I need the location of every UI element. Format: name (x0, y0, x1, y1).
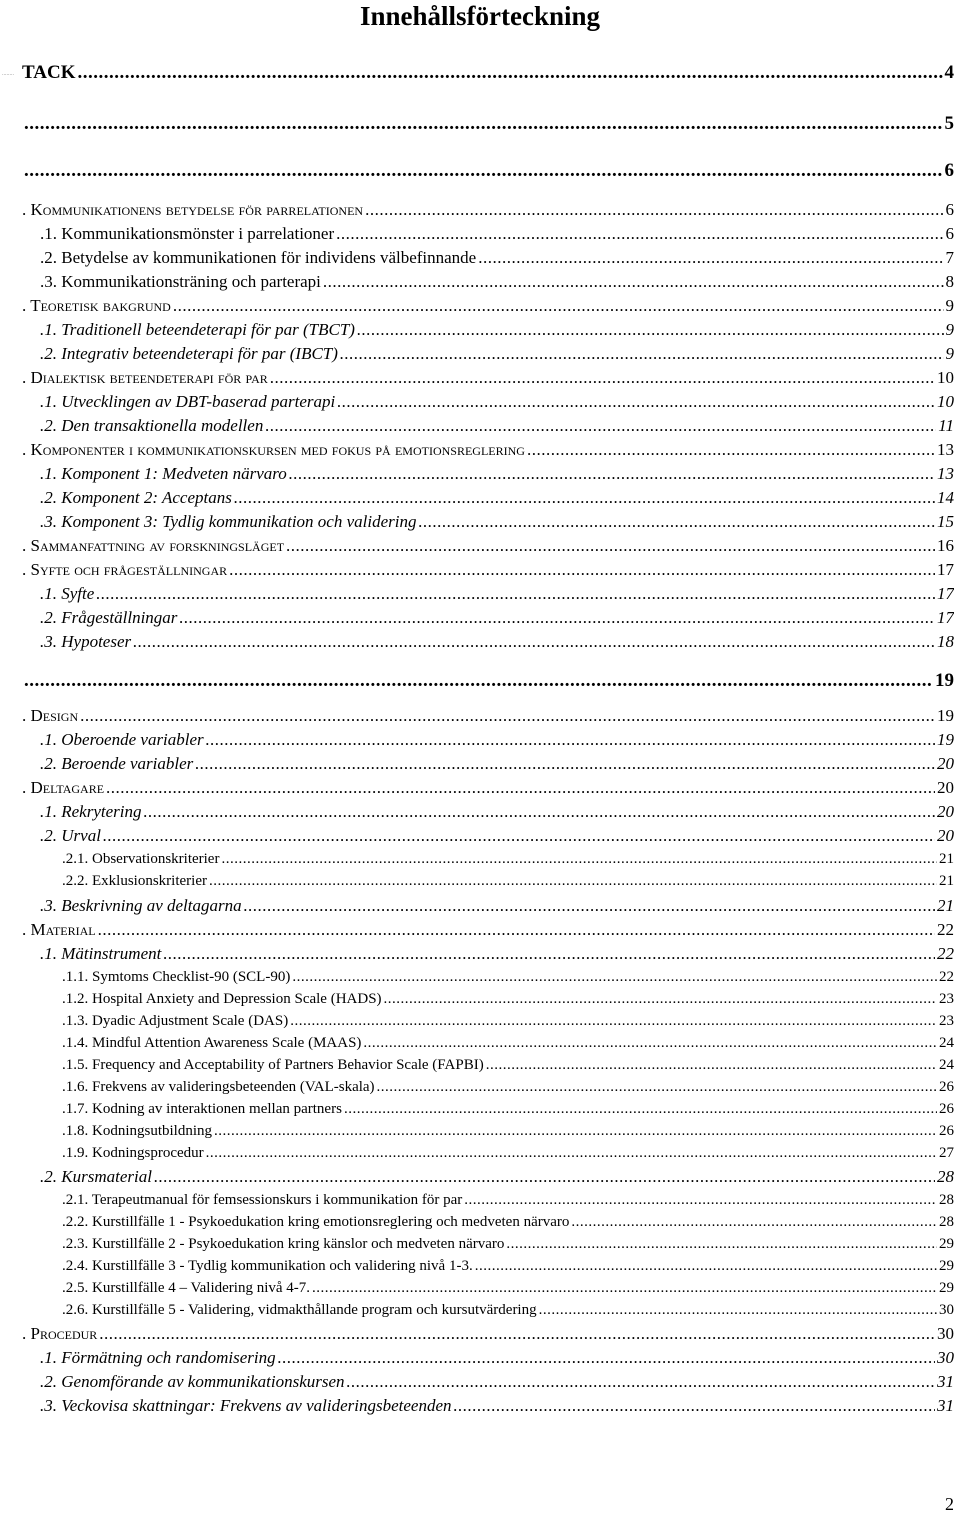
toc-entry-title: . Material (22, 920, 96, 939)
toc-entry[interactable] (62, 873, 954, 890)
toc-dot-leader (454, 1396, 936, 1416)
toc-dot-leader (344, 1101, 937, 1118)
toc-entry-title: .1. Rekrytering (40, 802, 142, 821)
toc-entry-title: .1. Utvecklingen av DBT-baserad parterapi (40, 392, 336, 411)
toc-entry-page: 20 (937, 802, 954, 821)
toc-entry-page: 19 (937, 730, 954, 749)
toc-entry-page: 8 (945, 272, 954, 291)
toc-entry-title: .2. Kursmaterial (40, 1167, 152, 1186)
toc-entry[interactable] (40, 802, 954, 822)
toc-entry-page: 20 (937, 778, 954, 797)
toc-entry-title: . Dialektisk beteendeterapi för par (22, 368, 268, 387)
toc-dot-leader (24, 670, 933, 692)
toc-entry-title: . Teoretisk bakgrund (22, 296, 171, 315)
toc-entry-page: 31 (937, 1396, 954, 1415)
toc-entry-title: .2. Frågeställningar (40, 608, 178, 627)
toc-entry-title: .1. Traditionell beteendeterapi för par (TBCT) (40, 320, 355, 339)
toc-entry[interactable] (62, 1236, 954, 1253)
toc-entry[interactable] (40, 584, 954, 604)
toc-entry-page: 30 (937, 1348, 954, 1367)
toc-entry-page: 26 (939, 1079, 954, 1095)
toc-entry-title: .2.3. Kurstillfälle 2 - Psykoedukation kring känslor och medveten närvaro (62, 1236, 505, 1252)
toc-dot-leader (290, 1013, 937, 1030)
toc-entry[interactable] (22, 536, 954, 556)
toc-entry-title: .1.2. Hospital Anxiety and Depression Scale (HADS) (62, 991, 382, 1007)
toc-entry-page: 30 (939, 1302, 954, 1318)
toc-entry[interactable] (62, 1302, 954, 1319)
toc-entry-page: 6 (945, 224, 954, 243)
toc-dot-leader (179, 608, 935, 628)
toc-entry-title: .1. Syfte (40, 584, 95, 603)
toc-entry[interactable] (40, 248, 954, 268)
toc-entry-page: 22 (937, 920, 954, 939)
toc-dot-leader (270, 368, 935, 388)
toc-entry[interactable] (22, 296, 954, 316)
toc-entry-title: .1.3. Dyadic Adjustment Scale (DAS) (62, 1013, 289, 1029)
toc-dot-leader (244, 896, 935, 916)
toc-dot-leader (486, 1057, 937, 1074)
toc-entry-page: 13 (937, 440, 954, 459)
toc-entry-title: .1. Förmätning och randomisering (40, 1348, 276, 1367)
toc-entry[interactable] (62, 1145, 954, 1162)
toc-entry-page: 17 (937, 560, 954, 579)
toc-entry-title: .3. Beskrivning av deltagarna (40, 896, 242, 915)
toc-entry-title: .2. Urval (40, 826, 101, 845)
toc-entry-page: 22 (939, 969, 954, 985)
toc-dot-leader (475, 1258, 937, 1275)
page-number: 2 (945, 1494, 954, 1514)
toc-entry-page: 10 (937, 368, 954, 387)
toc-entry-page: 14 (937, 488, 954, 507)
toc-dot-leader (77, 62, 942, 84)
toc-dot-leader (98, 920, 935, 940)
toc-entry-title: .1.5. Frequency and Acceptability of Partners Behavior Scale (FAPBI) (62, 1057, 484, 1073)
toc-entry[interactable] (40, 944, 954, 964)
toc-entry[interactable] (22, 440, 954, 460)
toc-entry-page: 27 (939, 1145, 954, 1161)
faint-mark: ........ (2, 71, 14, 77)
toc-entry-page: 13 (937, 464, 954, 483)
toc-entry-page: 6 (944, 160, 954, 181)
toc-entry-title: .1. Oberoende variabler (40, 730, 204, 749)
toc-entry[interactable] (40, 344, 954, 364)
toc-entry[interactable] (22, 1324, 954, 1344)
toc-entry-page: 28 (939, 1192, 954, 1208)
toc-entry[interactable] (22, 670, 954, 692)
toc-entry-title: .2.4. Kurstillfälle 3 - Tydlig kommunikation och validering nivå 1-3. (62, 1258, 473, 1274)
toc-entry[interactable] (22, 113, 954, 135)
toc-entry-page: 15 (937, 512, 954, 531)
toc-entry[interactable] (22, 920, 954, 940)
toc-dot-leader (106, 778, 935, 798)
toc-dot-leader (229, 560, 935, 580)
toc-dot-leader (163, 944, 935, 964)
toc-entry[interactable] (40, 896, 954, 916)
toc-entry[interactable] (22, 200, 954, 220)
toc-entry-title: .1.6. Frekvens av valideringsbeteenden (VAL-skala) (62, 1079, 375, 1095)
toc-entry[interactable] (62, 1035, 954, 1052)
toc-entry-title: .1.8. Kodningsutbildning (62, 1123, 213, 1139)
toc-dot-leader (173, 296, 944, 316)
toc-dot-leader (506, 1236, 937, 1253)
toc-entry-title: .1.1. Symtoms Checklist-90 (SCL-90) (62, 969, 291, 985)
toc-dot-leader (214, 1123, 937, 1140)
toc-entry-page: 5 (944, 113, 954, 134)
toc-entry-title: .2.6. Kurstillfälle 5 - Validering, vidmakthållande program och kursutvärdering (62, 1302, 537, 1318)
toc-entry[interactable] (22, 62, 954, 84)
toc-entry[interactable] (22, 560, 954, 580)
toc-entry-page: 19 (937, 706, 954, 725)
toc-entry-title: .1.7. Kodning av interaktionen mellan partners (62, 1101, 342, 1117)
toc-dot-leader (539, 1302, 937, 1319)
toc-entry-title: .2. Genomförande av kommunikationskursen (40, 1372, 345, 1391)
toc-entry-page: 17 (937, 584, 954, 603)
toc-dot-leader (357, 320, 944, 340)
toc-entry-title: . Sammanfattning av forskningsläget (22, 536, 285, 555)
toc-entry[interactable] (22, 778, 954, 798)
toc-entry-page: 31 (937, 1372, 954, 1391)
toc-entry-page: 21 (939, 851, 954, 867)
toc-entry-page: 10 (937, 392, 954, 411)
toc-entry-title: .2.1. Terapeutmanual för femsessionskurs i kommunikation för par (62, 1192, 463, 1208)
toc-entry-title: .2. Integrativ beteendeterapi för par (IBCT) (40, 344, 338, 363)
toc-entry-title: .3. Komponent 3: Tydlig kommunikation och validering (40, 512, 417, 531)
toc-entry-title: .3. Kommunikationsträning och parterapi (40, 272, 321, 291)
toc-entry-page: 9 (945, 320, 954, 339)
toc-dot-leader (571, 1214, 937, 1231)
toc-dot-leader (363, 1035, 937, 1052)
page-title: Innehållsförteckning (359, 1, 601, 31)
toc-entry[interactable] (40, 272, 954, 292)
toc-dot-leader (377, 1079, 937, 1096)
toc-entry[interactable] (40, 1396, 954, 1416)
toc-entry[interactable] (22, 160, 954, 182)
toc-entry[interactable] (40, 1372, 954, 1392)
toc-entry-page: 26 (939, 1101, 954, 1117)
toc-entry-title: . Kommunikationens betydelse för parrelationen (22, 200, 364, 219)
toc-dot-leader (24, 113, 943, 135)
toc-entry-title: .2. Den transaktionella modellen (40, 416, 264, 435)
toc-dot-leader (464, 1192, 937, 1209)
toc-entry-title: . Syfte och frågeställningar (22, 560, 228, 579)
toc-entry-page: 24 (939, 1035, 954, 1051)
toc-entry[interactable] (40, 416, 954, 436)
toc-entry[interactable] (62, 1258, 954, 1275)
toc-dot-leader (103, 826, 935, 846)
toc-entry-title: . Procedur (22, 1324, 98, 1343)
toc-dot-leader (195, 754, 935, 774)
toc-entry-page: 9 (945, 296, 954, 315)
toc-dot-leader (144, 802, 936, 822)
toc-entry-title: .1.4. Mindful Attention Awareness Scale (MAAS) (62, 1035, 362, 1051)
toc-entry-page: 11 (938, 416, 954, 435)
toc-dot-leader (336, 224, 943, 244)
toc-entry[interactable] (40, 224, 954, 244)
toc-entry[interactable] (40, 632, 954, 652)
toc-entry-title: .1.9. Kodningsprocedur (62, 1145, 204, 1161)
toc-entry-page: 17 (937, 608, 954, 627)
toc-entry[interactable] (40, 320, 954, 340)
toc-entry[interactable] (40, 608, 954, 628)
toc-entry[interactable] (62, 1057, 954, 1074)
toc-entry-title: . Design (22, 706, 79, 725)
toc-dot-leader (384, 991, 937, 1008)
toc-entry-title: TACK (22, 62, 76, 83)
toc-entry[interactable] (40, 1167, 954, 1187)
toc-dot-leader (337, 392, 935, 412)
toc-entry-title: .1. Komponent 1: Medveten närvaro (40, 464, 287, 483)
toc-dot-leader (206, 1145, 937, 1162)
toc-entry[interactable] (40, 754, 954, 774)
toc-entry-page: 29 (939, 1258, 954, 1274)
toc-entry-page: 7 (945, 248, 954, 267)
toc-entry[interactable] (62, 1123, 954, 1140)
toc-dot-leader (24, 160, 943, 182)
toc-entry-page: 4 (944, 62, 954, 83)
toc-entry-page: 29 (939, 1280, 954, 1296)
toc-entry-page: 21 (939, 873, 954, 889)
toc-entry[interactable] (40, 512, 954, 532)
toc-entry-title: . Deltagare (22, 778, 105, 797)
toc-entry-page: 16 (937, 536, 954, 555)
toc-entry-page: 21 (937, 896, 954, 915)
toc-entry[interactable] (22, 706, 954, 726)
toc-dot-leader (527, 440, 935, 460)
toc-dot-leader (323, 272, 944, 292)
toc-dot-leader (340, 344, 944, 364)
toc-dot-leader (96, 584, 935, 604)
toc-entry-page: 30 (937, 1324, 954, 1343)
toc-entry-title: .2. Komponent 2: Acceptans (40, 488, 232, 507)
toc-dot-leader (478, 248, 943, 268)
toc-entry-title: .3. Hypoteser (40, 632, 132, 651)
toc-entry[interactable] (62, 969, 954, 986)
toc-dot-leader (365, 200, 943, 220)
toc-dot-leader (133, 632, 935, 652)
toc-entry-title: .3. Veckovisa skattningar: Frekvens av valideringsbeteenden (40, 1396, 452, 1415)
toc-dot-leader (265, 416, 936, 436)
toc-entry-page: 24 (939, 1057, 954, 1073)
toc-dot-leader (418, 512, 935, 532)
toc-entry[interactable] (62, 1079, 954, 1096)
toc-entry-title: .2.2. Kurstillfälle 1 - Psykoedukation kring emotionsreglering och medveten närvaro (62, 1214, 570, 1230)
toc-entry[interactable] (62, 1013, 954, 1030)
toc-entry[interactable] (62, 1214, 954, 1231)
toc-entry-page: 28 (939, 1214, 954, 1230)
toc-entry-title: .2. Beroende variabler (40, 754, 194, 773)
toc-entry[interactable] (40, 464, 954, 484)
toc-entry-page: 23 (939, 1013, 954, 1029)
toc-dot-leader (289, 464, 935, 484)
toc-entry[interactable] (62, 1101, 954, 1118)
toc-dot-leader (99, 1324, 935, 1344)
toc-entry-page: 9 (945, 344, 954, 363)
toc-entry-title: .2.2. Exklusionskriterier (62, 873, 207, 889)
toc-dot-leader (209, 873, 937, 890)
toc-entry-page: 29 (939, 1236, 954, 1252)
toc-entry[interactable] (22, 368, 954, 388)
toc-entry-page: 18 (937, 632, 954, 651)
toc-dot-leader (206, 730, 935, 750)
toc-dot-leader (221, 851, 937, 868)
toc-dot-leader (234, 488, 935, 508)
toc-entry-page: 22 (937, 944, 954, 963)
toc-dot-leader (80, 706, 935, 726)
toc-entry-page: 26 (939, 1123, 954, 1139)
toc-entry[interactable] (40, 730, 954, 750)
toc-dot-leader (278, 1348, 935, 1368)
toc-entry-page: 20 (937, 826, 954, 845)
toc-dot-leader (286, 536, 935, 556)
toc-entry-title: .2.5. Kurstillfälle 4 – Validering nivå 4-7. (62, 1280, 311, 1296)
toc-entry-page: 20 (937, 754, 954, 773)
toc-entry[interactable] (40, 488, 954, 508)
toc-entry-title: .1. Mätinstrument (40, 944, 162, 963)
toc-entry-page: 23 (939, 991, 954, 1007)
toc-dot-leader (312, 1280, 937, 1297)
toc-entry-title: . Komponenter i kommunikationskursen med fokus på emotionsreglering (22, 440, 525, 459)
toc-entry-title: .2. Betydelse av kommunikationen för individens välbefinnande (40, 248, 477, 267)
toc-entry[interactable] (40, 392, 954, 412)
toc-dot-leader (347, 1372, 935, 1392)
toc-entry[interactable] (62, 1280, 954, 1297)
toc-entry[interactable] (62, 991, 954, 1008)
toc-entry[interactable] (40, 1348, 954, 1368)
toc-entry-page: 19 (935, 670, 954, 691)
toc-entry-page: 28 (937, 1167, 954, 1186)
toc-dot-leader (292, 969, 937, 986)
toc-entry-page: 6 (945, 200, 954, 219)
toc-entry[interactable] (62, 1192, 954, 1209)
toc-dot-leader (154, 1167, 935, 1187)
toc-entry-title: .1. Kommunikationsmönster i parrelationer (40, 224, 335, 243)
toc-entry[interactable] (40, 826, 954, 846)
toc-entry-title: .2.1. Observationskriterier (62, 851, 220, 867)
toc-entry[interactable] (62, 851, 954, 868)
